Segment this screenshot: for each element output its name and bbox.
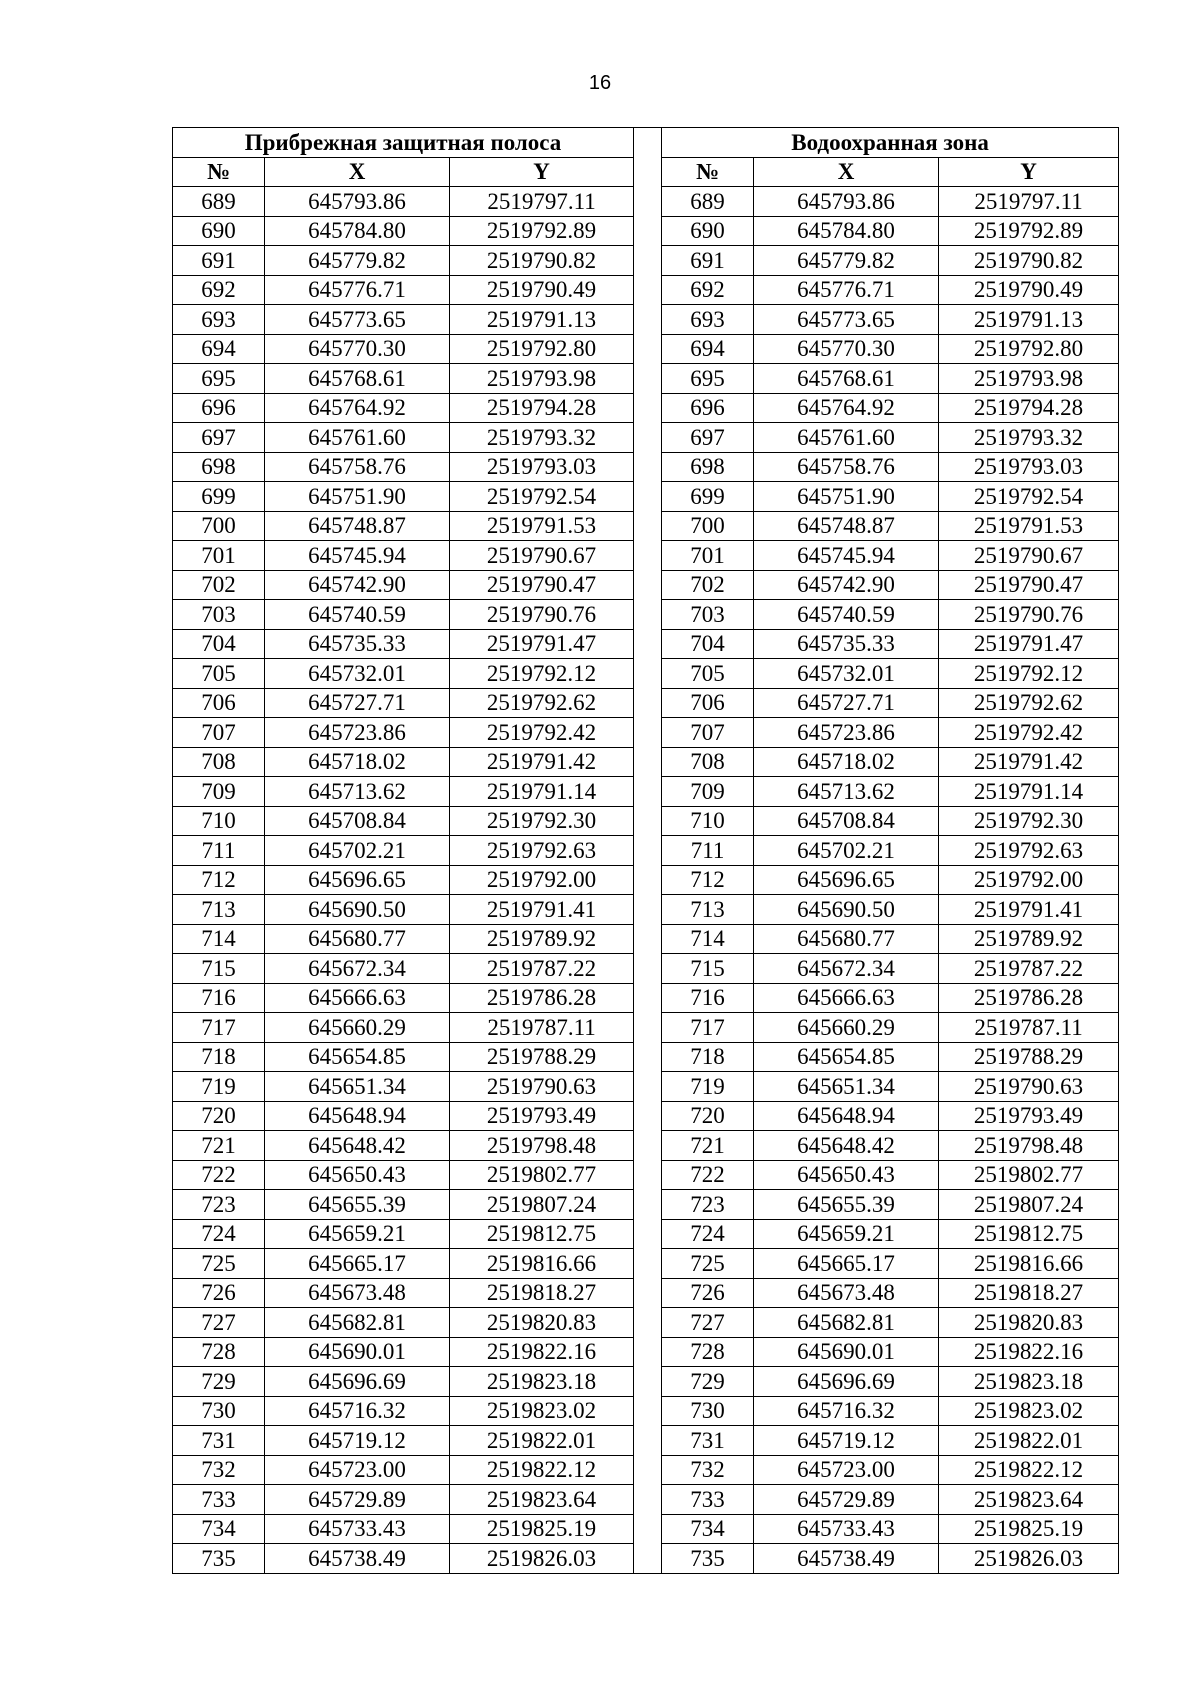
left-y-coordinate: 2519787.22 (450, 954, 634, 984)
left-point-number: 701 (173, 541, 265, 571)
left-y-coordinate: 2519793.03 (450, 452, 634, 482)
left-point-number: 697 (173, 423, 265, 453)
right-y-coordinate: 2519792.00 (939, 865, 1119, 895)
right-point-number: 727 (662, 1308, 754, 1338)
right-y-coordinate: 2519789.92 (939, 924, 1119, 954)
right-point-number: 732 (662, 1455, 754, 1485)
right-y-coordinate: 2519790.63 (939, 1072, 1119, 1102)
right-y-coordinate: 2519787.11 (939, 1013, 1119, 1043)
right-point-number: 704 (662, 629, 754, 659)
right-point-number: 711 (662, 836, 754, 866)
right-x-coordinate: 645758.76 (754, 452, 939, 482)
right-y-coordinate: 2519816.66 (939, 1249, 1119, 1279)
left-y-coordinate: 2519788.29 (450, 1042, 634, 1072)
left-x-coordinate: 645793.86 (265, 187, 450, 217)
right-x-coordinate: 645740.59 (754, 600, 939, 630)
left-y-coordinate: 2519791.42 (450, 747, 634, 777)
right-point-number: 734 (662, 1514, 754, 1544)
left-x-coordinate: 645673.48 (265, 1278, 450, 1308)
left-point-number: 716 (173, 983, 265, 1013)
right-x-coordinate: 645708.84 (754, 806, 939, 836)
left-x-coordinate: 645732.01 (265, 659, 450, 689)
right-point-number: 710 (662, 806, 754, 836)
right-point-number: 725 (662, 1249, 754, 1279)
right-point-number: 718 (662, 1042, 754, 1072)
left-point-number: 734 (173, 1514, 265, 1544)
right-x-coordinate: 645650.43 (754, 1160, 939, 1190)
right-y-coordinate: 2519791.47 (939, 629, 1119, 659)
right-x-coordinate: 645723.00 (754, 1455, 939, 1485)
right-x-coordinate: 645713.62 (754, 777, 939, 807)
right-x-coordinate: 645696.65 (754, 865, 939, 895)
right-y-coordinate: 2519792.12 (939, 659, 1119, 689)
right-x-coordinate: 645768.61 (754, 364, 939, 394)
left-x-coordinate: 645740.59 (265, 600, 450, 630)
right-y-coordinate: 2519790.47 (939, 570, 1119, 600)
right-x-coordinate: 645779.82 (754, 246, 939, 276)
left-y-coordinate: 2519792.42 (450, 718, 634, 748)
right-x-coordinate: 645655.39 (754, 1190, 939, 1220)
left-point-number: 695 (173, 364, 265, 394)
right-x-coordinate: 645776.71 (754, 275, 939, 305)
column-gap (634, 128, 662, 1574)
right-y-coordinate: 2519786.28 (939, 983, 1119, 1013)
left-point-number: 728 (173, 1337, 265, 1367)
right-x-coordinate: 645718.02 (754, 747, 939, 777)
right-x-coordinate: 645770.30 (754, 334, 939, 364)
left-x-coordinate: 645666.63 (265, 983, 450, 1013)
left-point-number: 727 (173, 1308, 265, 1338)
left-x-coordinate: 645682.81 (265, 1308, 450, 1338)
left-y-coordinate: 2519823.64 (450, 1485, 634, 1515)
right-point-number: 697 (662, 423, 754, 453)
right-y-coordinate: 2519793.98 (939, 364, 1119, 394)
right-y-coordinate: 2519790.67 (939, 541, 1119, 571)
left-point-number: 732 (173, 1455, 265, 1485)
left-x-coordinate: 645770.30 (265, 334, 450, 364)
right-y-coordinate: 2519825.19 (939, 1514, 1119, 1544)
left-y-coordinate: 2519792.30 (450, 806, 634, 836)
left-y-coordinate: 2519790.82 (450, 246, 634, 276)
left-x-coordinate: 645729.89 (265, 1485, 450, 1515)
right-y-coordinate: 2519790.82 (939, 246, 1119, 276)
left-y-coordinate: 2519825.19 (450, 1514, 634, 1544)
left-point-number: 713 (173, 895, 265, 925)
right-x-coordinate: 645648.94 (754, 1101, 939, 1131)
right-x-coordinate: 645761.60 (754, 423, 939, 453)
left-x-coordinate: 645733.43 (265, 1514, 450, 1544)
left-y-coordinate: 2519791.53 (450, 511, 634, 541)
left-point-number: 691 (173, 246, 265, 276)
right-y-coordinate: 2519791.13 (939, 305, 1119, 335)
right-y-coordinate: 2519812.75 (939, 1219, 1119, 1249)
right-x-coordinate: 645648.42 (754, 1131, 939, 1161)
left-point-number: 714 (173, 924, 265, 954)
right-point-number: 707 (662, 718, 754, 748)
right-x-coordinate: 645732.01 (754, 659, 939, 689)
left-x-coordinate: 645735.33 (265, 629, 450, 659)
left-x-coordinate: 645659.21 (265, 1219, 450, 1249)
left-x-coordinate: 645723.86 (265, 718, 450, 748)
right-point-number: 712 (662, 865, 754, 895)
right-y-coordinate: 2519792.30 (939, 806, 1119, 836)
right-y-coordinate: 2519822.01 (939, 1426, 1119, 1456)
left-y-coordinate: 2519822.01 (450, 1426, 634, 1456)
left-y-coordinate: 2519786.28 (450, 983, 634, 1013)
right-y-coordinate: 2519792.62 (939, 688, 1119, 718)
left-y-coordinate: 2519791.13 (450, 305, 634, 335)
left-y-coordinate: 2519793.49 (450, 1101, 634, 1131)
right-point-number: 701 (662, 541, 754, 571)
left-x-coordinate: 645650.43 (265, 1160, 450, 1190)
right-x-coordinate: 645733.43 (754, 1514, 939, 1544)
right-y-coordinate: 2519792.89 (939, 216, 1119, 246)
left-point-number: 700 (173, 511, 265, 541)
right-point-number: 733 (662, 1485, 754, 1515)
right-point-number: 717 (662, 1013, 754, 1043)
right-x-coordinate: 645716.32 (754, 1396, 939, 1426)
left-point-number: 723 (173, 1190, 265, 1220)
right-x-coordinate: 645690.50 (754, 895, 939, 925)
left-point-number: 703 (173, 600, 265, 630)
left-x-coordinate: 645690.50 (265, 895, 450, 925)
right-y-coordinate: 2519822.16 (939, 1337, 1119, 1367)
left-point-number: 712 (173, 865, 265, 895)
left-point-number: 724 (173, 1219, 265, 1249)
left-point-number: 709 (173, 777, 265, 807)
right-x-coordinate: 645738.49 (754, 1544, 939, 1574)
right-x-coordinate: 645654.85 (754, 1042, 939, 1072)
right-point-number: 695 (662, 364, 754, 394)
left-x-coordinate: 645713.62 (265, 777, 450, 807)
right-y-coordinate: 2519822.12 (939, 1455, 1119, 1485)
right-y-coordinate: 2519826.03 (939, 1544, 1119, 1574)
right-y-coordinate: 2519792.54 (939, 482, 1119, 512)
left-x-coordinate: 645761.60 (265, 423, 450, 453)
right-point-number: 692 (662, 275, 754, 305)
left-point-number: 720 (173, 1101, 265, 1131)
right-x-coordinate: 645784.80 (754, 216, 939, 246)
right-y-coordinate: 2519793.32 (939, 423, 1119, 453)
right-header-number: № (662, 157, 754, 187)
left-y-coordinate: 2519816.66 (450, 1249, 634, 1279)
left-x-coordinate: 645779.82 (265, 246, 450, 276)
right-point-number: 724 (662, 1219, 754, 1249)
right-y-coordinate: 2519820.83 (939, 1308, 1119, 1338)
right-x-coordinate: 645666.63 (754, 983, 939, 1013)
left-y-coordinate: 2519792.54 (450, 482, 634, 512)
right-y-coordinate: 2519792.80 (939, 334, 1119, 364)
right-point-number: 731 (662, 1426, 754, 1456)
left-point-number: 726 (173, 1278, 265, 1308)
right-x-coordinate: 645682.81 (754, 1308, 939, 1338)
right-x-coordinate: 645672.34 (754, 954, 939, 984)
right-y-coordinate: 2519790.76 (939, 600, 1119, 630)
right-x-coordinate: 645651.34 (754, 1072, 939, 1102)
left-point-number: 735 (173, 1544, 265, 1574)
left-y-coordinate: 2519820.83 (450, 1308, 634, 1338)
left-point-number: 706 (173, 688, 265, 718)
left-point-number: 705 (173, 659, 265, 689)
left-y-coordinate: 2519792.62 (450, 688, 634, 718)
right-y-coordinate: 2519798.48 (939, 1131, 1119, 1161)
left-y-coordinate: 2519792.80 (450, 334, 634, 364)
right-y-coordinate: 2519797.11 (939, 187, 1119, 217)
right-y-coordinate: 2519790.49 (939, 275, 1119, 305)
right-point-number: 708 (662, 747, 754, 777)
left-y-coordinate: 2519793.32 (450, 423, 634, 453)
right-point-number: 702 (662, 570, 754, 600)
right-y-coordinate: 2519793.49 (939, 1101, 1119, 1131)
right-y-coordinate: 2519792.63 (939, 836, 1119, 866)
left-x-coordinate: 645648.94 (265, 1101, 450, 1131)
coordinates-table (172, 127, 1119, 1574)
left-y-coordinate: 2519794.28 (450, 393, 634, 423)
right-point-number: 716 (662, 983, 754, 1013)
left-y-coordinate: 2519807.24 (450, 1190, 634, 1220)
left-y-coordinate: 2519787.11 (450, 1013, 634, 1043)
left-point-number: 715 (173, 954, 265, 984)
left-point-number: 704 (173, 629, 265, 659)
right-x-coordinate: 645729.89 (754, 1485, 939, 1515)
left-x-coordinate: 645690.01 (265, 1337, 450, 1367)
left-point-number: 719 (173, 1072, 265, 1102)
left-y-coordinate: 2519790.49 (450, 275, 634, 305)
left-header-y: Y (450, 157, 634, 187)
right-y-coordinate: 2519823.64 (939, 1485, 1119, 1515)
left-x-coordinate: 645716.32 (265, 1396, 450, 1426)
right-point-number: 722 (662, 1160, 754, 1190)
left-x-coordinate: 645738.49 (265, 1544, 450, 1574)
right-section-title: Водоохранная зона (662, 128, 1119, 158)
right-y-coordinate: 2519794.28 (939, 393, 1119, 423)
left-x-coordinate: 645719.12 (265, 1426, 450, 1456)
left-y-coordinate: 2519790.47 (450, 570, 634, 600)
left-point-number: 717 (173, 1013, 265, 1043)
left-point-number: 696 (173, 393, 265, 423)
right-header-x: X (754, 157, 939, 187)
right-y-coordinate: 2519823.02 (939, 1396, 1119, 1426)
left-y-coordinate: 2519792.63 (450, 836, 634, 866)
right-y-coordinate: 2519787.22 (939, 954, 1119, 984)
right-x-coordinate: 645680.77 (754, 924, 939, 954)
right-x-coordinate: 645659.21 (754, 1219, 939, 1249)
right-point-number: 719 (662, 1072, 754, 1102)
left-y-coordinate: 2519818.27 (450, 1278, 634, 1308)
right-point-number: 705 (662, 659, 754, 689)
left-point-number: 711 (173, 836, 265, 866)
right-x-coordinate: 645660.29 (754, 1013, 939, 1043)
right-y-coordinate: 2519791.41 (939, 895, 1119, 925)
right-point-number: 699 (662, 482, 754, 512)
left-x-coordinate: 645742.90 (265, 570, 450, 600)
right-x-coordinate: 645673.48 (754, 1278, 939, 1308)
left-x-coordinate: 645708.84 (265, 806, 450, 836)
right-point-number: 689 (662, 187, 754, 217)
left-point-number: 690 (173, 216, 265, 246)
right-point-number: 729 (662, 1367, 754, 1397)
left-section-title: Прибрежная защитная полоса (173, 128, 634, 158)
left-y-coordinate: 2519790.67 (450, 541, 634, 571)
left-y-coordinate: 2519792.12 (450, 659, 634, 689)
section-header-row (173, 128, 1119, 158)
right-point-number: 691 (662, 246, 754, 276)
left-y-coordinate: 2519802.77 (450, 1160, 634, 1190)
left-y-coordinate: 2519823.18 (450, 1367, 634, 1397)
left-x-coordinate: 645718.02 (265, 747, 450, 777)
right-point-number: 723 (662, 1190, 754, 1220)
left-y-coordinate: 2519792.89 (450, 216, 634, 246)
right-x-coordinate: 645742.90 (754, 570, 939, 600)
right-y-coordinate: 2519818.27 (939, 1278, 1119, 1308)
right-point-number: 735 (662, 1544, 754, 1574)
left-x-coordinate: 645665.17 (265, 1249, 450, 1279)
left-y-coordinate: 2519790.76 (450, 600, 634, 630)
left-x-coordinate: 645672.34 (265, 954, 450, 984)
left-y-coordinate: 2519791.14 (450, 777, 634, 807)
left-x-coordinate: 645727.71 (265, 688, 450, 718)
right-point-number: 690 (662, 216, 754, 246)
left-point-number: 708 (173, 747, 265, 777)
left-y-coordinate: 2519822.12 (450, 1455, 634, 1485)
right-x-coordinate: 645696.69 (754, 1367, 939, 1397)
left-x-coordinate: 645660.29 (265, 1013, 450, 1043)
left-point-number: 718 (173, 1042, 265, 1072)
right-x-coordinate: 645764.92 (754, 393, 939, 423)
right-point-number: 721 (662, 1131, 754, 1161)
left-point-number: 733 (173, 1485, 265, 1515)
right-x-coordinate: 645719.12 (754, 1426, 939, 1456)
left-point-number: 702 (173, 570, 265, 600)
right-header-y: Y (939, 157, 1119, 187)
right-point-number: 706 (662, 688, 754, 718)
left-x-coordinate: 645773.65 (265, 305, 450, 335)
right-point-number: 728 (662, 1337, 754, 1367)
left-point-number: 710 (173, 806, 265, 836)
right-x-coordinate: 645702.21 (754, 836, 939, 866)
left-y-coordinate: 2519790.63 (450, 1072, 634, 1102)
left-y-coordinate: 2519791.47 (450, 629, 634, 659)
left-point-number: 693 (173, 305, 265, 335)
left-point-number: 730 (173, 1396, 265, 1426)
right-y-coordinate: 2519823.18 (939, 1367, 1119, 1397)
left-point-number: 731 (173, 1426, 265, 1456)
left-x-coordinate: 645745.94 (265, 541, 450, 571)
right-y-coordinate: 2519802.77 (939, 1160, 1119, 1190)
right-point-number: 715 (662, 954, 754, 984)
left-point-number: 698 (173, 452, 265, 482)
left-x-coordinate: 645648.42 (265, 1131, 450, 1161)
right-y-coordinate: 2519807.24 (939, 1190, 1119, 1220)
left-y-coordinate: 2519797.11 (450, 187, 634, 217)
right-point-number: 693 (662, 305, 754, 335)
left-point-number: 707 (173, 718, 265, 748)
left-point-number: 725 (173, 1249, 265, 1279)
left-y-coordinate: 2519823.02 (450, 1396, 634, 1426)
left-point-number: 689 (173, 187, 265, 217)
left-x-coordinate: 645723.00 (265, 1455, 450, 1485)
left-point-number: 722 (173, 1160, 265, 1190)
right-x-coordinate: 645793.86 (754, 187, 939, 217)
left-y-coordinate: 2519826.03 (450, 1544, 634, 1574)
left-y-coordinate: 2519789.92 (450, 924, 634, 954)
left-x-coordinate: 645764.92 (265, 393, 450, 423)
right-point-number: 700 (662, 511, 754, 541)
right-y-coordinate: 2519791.53 (939, 511, 1119, 541)
left-x-coordinate: 645776.71 (265, 275, 450, 305)
left-header-number: № (173, 157, 265, 187)
left-x-coordinate: 645655.39 (265, 1190, 450, 1220)
right-x-coordinate: 645665.17 (754, 1249, 939, 1279)
left-x-coordinate: 645751.90 (265, 482, 450, 512)
right-y-coordinate: 2519788.29 (939, 1042, 1119, 1072)
right-y-coordinate: 2519792.42 (939, 718, 1119, 748)
left-x-coordinate: 645784.80 (265, 216, 450, 246)
right-point-number: 696 (662, 393, 754, 423)
left-x-coordinate: 645696.65 (265, 865, 450, 895)
right-x-coordinate: 645773.65 (754, 305, 939, 335)
left-x-coordinate: 645702.21 (265, 836, 450, 866)
left-y-coordinate: 2519822.16 (450, 1337, 634, 1367)
left-header-x: X (265, 157, 450, 187)
left-point-number: 721 (173, 1131, 265, 1161)
left-y-coordinate: 2519798.48 (450, 1131, 634, 1161)
left-x-coordinate: 645758.76 (265, 452, 450, 482)
left-point-number: 699 (173, 482, 265, 512)
left-y-coordinate: 2519792.00 (450, 865, 634, 895)
right-x-coordinate: 645690.01 (754, 1337, 939, 1367)
left-y-coordinate: 2519791.41 (450, 895, 634, 925)
right-y-coordinate: 2519791.14 (939, 777, 1119, 807)
left-x-coordinate: 645680.77 (265, 924, 450, 954)
left-x-coordinate: 645748.87 (265, 511, 450, 541)
left-x-coordinate: 645696.69 (265, 1367, 450, 1397)
right-point-number: 726 (662, 1278, 754, 1308)
right-point-number: 709 (662, 777, 754, 807)
right-point-number: 703 (662, 600, 754, 630)
right-x-coordinate: 645723.86 (754, 718, 939, 748)
right-x-coordinate: 645735.33 (754, 629, 939, 659)
right-x-coordinate: 645748.87 (754, 511, 939, 541)
right-point-number: 730 (662, 1396, 754, 1426)
left-y-coordinate: 2519793.98 (450, 364, 634, 394)
right-point-number: 713 (662, 895, 754, 925)
right-y-coordinate: 2519791.42 (939, 747, 1119, 777)
right-x-coordinate: 645745.94 (754, 541, 939, 571)
left-point-number: 692 (173, 275, 265, 305)
left-x-coordinate: 645768.61 (265, 364, 450, 394)
left-x-coordinate: 645651.34 (265, 1072, 450, 1102)
right-point-number: 694 (662, 334, 754, 364)
right-x-coordinate: 645727.71 (754, 688, 939, 718)
right-y-coordinate: 2519793.03 (939, 452, 1119, 482)
left-point-number: 729 (173, 1367, 265, 1397)
right-point-number: 714 (662, 924, 754, 954)
right-x-coordinate: 645751.90 (754, 482, 939, 512)
right-point-number: 720 (662, 1101, 754, 1131)
page-number: 16 (588, 72, 612, 94)
left-y-coordinate: 2519812.75 (450, 1219, 634, 1249)
left-x-coordinate: 645654.85 (265, 1042, 450, 1072)
left-point-number: 694 (173, 334, 265, 364)
right-point-number: 698 (662, 452, 754, 482)
